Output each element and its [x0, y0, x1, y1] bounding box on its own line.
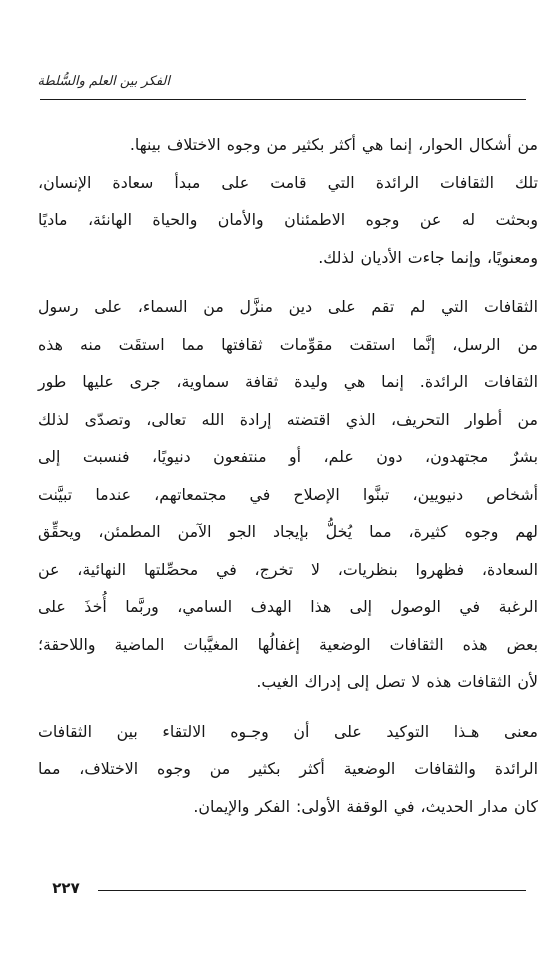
text-line: من أشكال الحوار، إنما هي أكثر بكثير من وجوه الاختلاف بينها.	[129, 135, 538, 154]
running-header-title: الفكر بين العلم والسُّلطة	[37, 74, 170, 89]
text-line: ومعنويًا، وإنما جاءت الأديان لذلك.	[318, 247, 538, 267]
text-line: وبحثت له عن وجوه الاطمئنان والأمان والحياة الهانئة، ماديًا	[38, 210, 538, 229]
text-line: من أطوار التحريف، الذي اقتضته إرادة الله تعالى، وتصدّى لذلك	[38, 409, 538, 429]
text-line: الثقافات التي لم تقم على دين منزَّل من السماء، على رسول	[38, 297, 538, 316]
text-line: بشرٌ مجتهدون، دون علم، أو منتفعون دنيويًا، فنسبت إلى	[38, 447, 538, 466]
text-line: الثقافات الرائدة. إنما هي وليدة ثقافة سماوية، جرى عليها طور	[38, 372, 538, 391]
text-line: بعض هذه الثقافات الوضعية إغفالُها المغيَّبات الماضية واللاحقة؛	[38, 634, 538, 654]
text-line: معنى هـذا التوكيد على أن وجـوه الالتقاء بين الثقافات	[38, 721, 538, 741]
footer-divider	[98, 890, 526, 891]
paragraph-4	[38, 713, 538, 826]
paragraph-3	[38, 288, 538, 701]
text-line: الرغبة في الوصول إلى هذا الهدف السامي، وربَّما أُخذَ على	[38, 597, 538, 616]
text-line: كان مدار الحديث، في الوقفة الأولى: الفكر والإيمان.	[193, 796, 538, 816]
paragraph-2	[38, 164, 538, 277]
header-divider	[40, 99, 526, 100]
paragraph-1	[38, 126, 538, 164]
text-line: السعادة، فظهروا بنظريات، لا تخرج، في محصِّلتها النهائية، عن	[38, 559, 538, 579]
text-line: أشخاص دنيويين، تبنَّوا الإصلاح في مجتمعاتهم، عندما تبيَّنت	[38, 484, 538, 504]
text-line: لأن الثقافات هذه لا تصل إلى إدراك الغيب.	[256, 672, 538, 691]
text-line: لهم وجوه كثيرة، مما يُخلُّ بإيجاد الجو الآمن المطمئن، ويحقِّق	[38, 522, 538, 541]
page-number: ٢٢٧	[52, 879, 80, 897]
text-line: تلك الثقافات الرائدة التي قامت على مبدأ سعادة الإنسان،	[38, 172, 538, 192]
text-line: من الرسل، إنَّما استقت مقوِّمات ثقافتها مما استقَت منه هذه	[38, 334, 538, 354]
page-body	[38, 126, 538, 825]
text-line: الرائدة والثقافات الوضعية أكثر بكثير من وجوه الاختلاف، مما	[38, 759, 538, 778]
